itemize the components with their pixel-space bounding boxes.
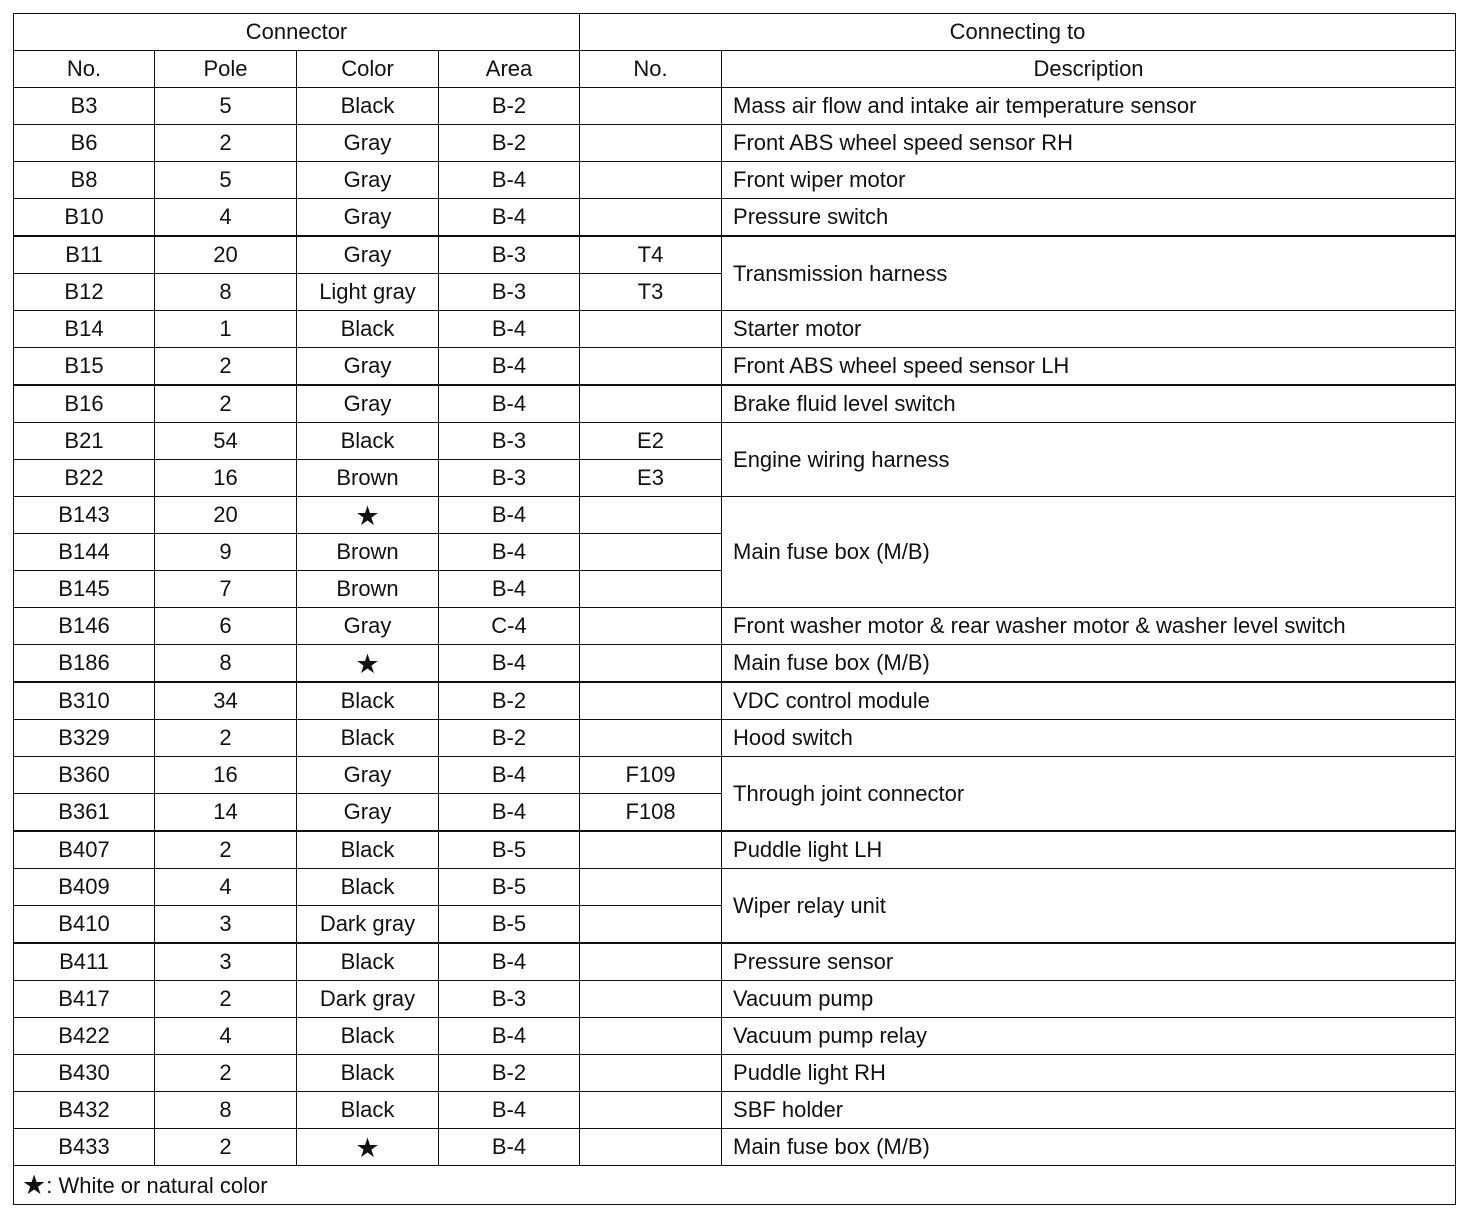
cell-area: B-4	[439, 757, 580, 794]
cell-no: B10	[14, 199, 155, 237]
header-description: Description	[722, 51, 1456, 88]
cell-no: B410	[14, 906, 155, 944]
cell-pole: 4	[155, 869, 297, 906]
cell-no: B430	[14, 1055, 155, 1092]
cell-no: B14	[14, 311, 155, 348]
connector-table	[13, 13, 1456, 1205]
cell-pole: 1	[155, 311, 297, 348]
cell-description: Main fuse box (M/B)	[722, 645, 1456, 683]
cell-no: B11	[14, 236, 155, 274]
cell-pole: 8	[155, 645, 297, 683]
cell-no: B15	[14, 348, 155, 386]
cell-color: Black	[297, 831, 439, 869]
cell-area: C-4	[439, 608, 580, 645]
cell-conn-no	[580, 534, 722, 571]
cell-description: Mass air flow and intake air temperature sensor	[722, 88, 1456, 125]
table-row	[14, 88, 1456, 125]
cell-area: B-2	[439, 720, 580, 757]
star-icon: ★	[22, 1170, 47, 1200]
cell-conn-no	[580, 1018, 722, 1055]
cell-pole: 8	[155, 274, 297, 311]
table-row	[14, 943, 1456, 981]
cell-conn-no	[580, 311, 722, 348]
cell-no: B422	[14, 1018, 155, 1055]
cell-color: Black	[297, 682, 439, 720]
cell-pole: 16	[155, 757, 297, 794]
cell-pole: 9	[155, 534, 297, 571]
cell-area: B-2	[439, 88, 580, 125]
cell-pole: 16	[155, 460, 297, 497]
cell-description: Main fuse box (M/B)	[722, 1129, 1456, 1166]
cell-description: Hood switch	[722, 720, 1456, 757]
cell-pole: 2	[155, 1055, 297, 1092]
cell-color: Black	[297, 88, 439, 125]
cell-no: B143	[14, 497, 155, 534]
header-connecting-to: Connecting to	[580, 14, 1456, 51]
cell-description: SBF holder	[722, 1092, 1456, 1129]
cell-color: Dark gray	[297, 981, 439, 1018]
cell-no: B310	[14, 682, 155, 720]
table-row	[14, 199, 1456, 237]
cell-area: B-4	[439, 645, 580, 683]
cell-pole: 2	[155, 720, 297, 757]
cell-area: B-4	[439, 311, 580, 348]
cell-no: B411	[14, 943, 155, 981]
star-icon: ★	[297, 498, 439, 535]
cell-description: Main fuse box (M/B)	[722, 497, 1456, 608]
header-connector: Connector	[14, 14, 580, 51]
cell-area: B-4	[439, 1092, 580, 1129]
cell-conn-no	[580, 1055, 722, 1092]
cell-conn-no	[580, 943, 722, 981]
cell-conn-no	[580, 869, 722, 906]
cell-no: B186	[14, 645, 155, 683]
table-row	[14, 497, 1456, 534]
cell-conn-no	[580, 906, 722, 944]
cell-color: Black	[297, 1018, 439, 1055]
cell-area: B-5	[439, 906, 580, 944]
cell-conn-no: T4	[580, 236, 722, 274]
cell-color: Black	[297, 1092, 439, 1129]
cell-conn-no: T3	[580, 274, 722, 311]
cell-no: B360	[14, 757, 155, 794]
cell-no: B8	[14, 162, 155, 199]
star-icon: ★	[297, 1130, 439, 1167]
cell-pole: 54	[155, 423, 297, 460]
cell-description: Brake fluid level switch	[722, 385, 1456, 423]
cell-area: B-3	[439, 460, 580, 497]
header-connecting-no: No.	[580, 51, 722, 88]
cell-no: B12	[14, 274, 155, 311]
cell-area: B-4	[439, 348, 580, 386]
cell-area: B-5	[439, 869, 580, 906]
cell-conn-no: E2	[580, 423, 722, 460]
table-row	[14, 757, 1456, 794]
cell-description: VDC control module	[722, 682, 1456, 720]
cell-conn-no	[580, 199, 722, 237]
cell-description: Wiper relay unit	[722, 869, 1456, 944]
cell-no: B22	[14, 460, 155, 497]
cell-pole: 2	[155, 1129, 297, 1166]
cell-description: Vacuum pump	[722, 981, 1456, 1018]
header-pole: Pole	[155, 51, 297, 88]
cell-pole: 34	[155, 682, 297, 720]
cell-no: B409	[14, 869, 155, 906]
cell-description: Front wiper motor	[722, 162, 1456, 199]
column-header-row	[14, 51, 1456, 88]
cell-pole: 4	[155, 1018, 297, 1055]
cell-conn-no	[580, 682, 722, 720]
cell-color: Light gray	[297, 274, 439, 311]
cell-color: Dark gray	[297, 906, 439, 944]
header-no: No.	[14, 51, 155, 88]
cell-pole: 2	[155, 125, 297, 162]
cell-conn-no	[580, 645, 722, 683]
cell-area: B-2	[439, 682, 580, 720]
table-row	[14, 1092, 1456, 1129]
table-row	[14, 831, 1456, 869]
cell-conn-no	[580, 497, 722, 534]
cell-no: B417	[14, 981, 155, 1018]
cell-conn-no	[580, 88, 722, 125]
cell-conn-no	[580, 608, 722, 645]
cell-color: Gray	[297, 162, 439, 199]
cell-conn-no	[580, 385, 722, 423]
cell-conn-no	[580, 981, 722, 1018]
cell-color: Brown	[297, 534, 439, 571]
cell-conn-no	[580, 720, 722, 757]
cell-area: B-4	[439, 162, 580, 199]
table-row	[14, 1018, 1456, 1055]
footnote	[14, 1166, 1456, 1205]
table-row	[14, 1129, 1456, 1166]
cell-color: Black	[297, 1055, 439, 1092]
cell-pole: 6	[155, 608, 297, 645]
cell-area: B-5	[439, 831, 580, 869]
cell-conn-no	[580, 571, 722, 608]
cell-conn-no	[580, 348, 722, 386]
cell-pole: 3	[155, 906, 297, 944]
cell-pole: 20	[155, 497, 297, 534]
cell-description: Engine wiring harness	[722, 423, 1456, 497]
footnote-row	[14, 1166, 1456, 1205]
cell-area: B-3	[439, 236, 580, 274]
cell-description: Puddle light LH	[722, 831, 1456, 869]
cell-no: B329	[14, 720, 155, 757]
table-row	[14, 608, 1456, 645]
cell-color: Black	[297, 423, 439, 460]
cell-pole: 20	[155, 236, 297, 274]
table-row	[14, 348, 1456, 386]
cell-description: Front ABS wheel speed sensor LH	[722, 348, 1456, 386]
cell-description: Front washer motor & rear washer motor & washer level switch	[722, 608, 1456, 645]
cell-description: Pressure switch	[722, 199, 1456, 237]
cell-no: B6	[14, 125, 155, 162]
cell-description: Vacuum pump relay	[722, 1018, 1456, 1055]
cell-description: Through joint connector	[722, 757, 1456, 832]
cell-no: B21	[14, 423, 155, 460]
cell-area: B-3	[439, 423, 580, 460]
cell-no: B3	[14, 88, 155, 125]
cell-no: B432	[14, 1092, 155, 1129]
cell-area: B-2	[439, 1055, 580, 1092]
cell-color: Gray	[297, 199, 439, 237]
cell-pole: 8	[155, 1092, 297, 1129]
table-row	[14, 125, 1456, 162]
cell-area: B-4	[439, 1129, 580, 1166]
cell-conn-no: F109	[580, 757, 722, 794]
cell-no: B144	[14, 534, 155, 571]
cell-conn-no	[580, 1129, 722, 1166]
cell-pole: 2	[155, 981, 297, 1018]
cell-pole: 14	[155, 794, 297, 832]
table-row	[14, 869, 1456, 906]
cell-description: Pressure sensor	[722, 943, 1456, 981]
cell-color: Black	[297, 311, 439, 348]
cell-pole: 2	[155, 348, 297, 386]
cell-pole: 2	[155, 831, 297, 869]
cell-color: Gray	[297, 236, 439, 274]
table-row	[14, 162, 1456, 199]
cell-area: B-3	[439, 981, 580, 1018]
table-row	[14, 385, 1456, 423]
header-color: Color	[297, 51, 439, 88]
cell-color: Black	[297, 869, 439, 906]
cell-area: B-4	[439, 497, 580, 534]
group-header-row	[14, 14, 1456, 51]
cell-no: B16	[14, 385, 155, 423]
cell-no: B146	[14, 608, 155, 645]
cell-description: Transmission harness	[722, 236, 1456, 311]
star-icon: ★	[297, 646, 439, 684]
table-row	[14, 236, 1456, 274]
cell-color: Gray	[297, 794, 439, 832]
cell-area: B-3	[439, 274, 580, 311]
cell-no: B407	[14, 831, 155, 869]
cell-area: B-2	[439, 125, 580, 162]
footnote-text: : White or natural color	[46, 1173, 268, 1198]
cell-color: Brown	[297, 571, 439, 608]
cell-conn-no: E3	[580, 460, 722, 497]
table-row	[14, 423, 1456, 460]
cell-color: Gray	[297, 125, 439, 162]
connector-list	[13, 13, 1456, 1205]
table-row	[14, 1055, 1456, 1092]
cell-area: B-4	[439, 1018, 580, 1055]
cell-no: B145	[14, 571, 155, 608]
cell-color: Gray	[297, 385, 439, 423]
cell-description: Front ABS wheel speed sensor RH	[722, 125, 1456, 162]
cell-conn-no: F108	[580, 794, 722, 832]
cell-pole: 2	[155, 385, 297, 423]
cell-no: B433	[14, 1129, 155, 1166]
cell-pole: 4	[155, 199, 297, 237]
table-row	[14, 682, 1456, 720]
cell-pole: 5	[155, 162, 297, 199]
cell-color: Brown	[297, 460, 439, 497]
cell-pole: 5	[155, 88, 297, 125]
cell-area: B-4	[439, 794, 580, 832]
cell-conn-no	[580, 1092, 722, 1129]
cell-description: Puddle light RH	[722, 1055, 1456, 1092]
cell-area: B-4	[439, 199, 580, 237]
cell-area: B-4	[439, 385, 580, 423]
cell-color: Black	[297, 943, 439, 981]
table-row	[14, 311, 1456, 348]
cell-area: B-4	[439, 571, 580, 608]
cell-no: B361	[14, 794, 155, 832]
cell-area: B-4	[439, 534, 580, 571]
header-area: Area	[439, 51, 580, 88]
table-row	[14, 720, 1456, 757]
cell-color: Black	[297, 720, 439, 757]
cell-pole: 7	[155, 571, 297, 608]
cell-color: Gray	[297, 757, 439, 794]
cell-description: Starter motor	[722, 311, 1456, 348]
cell-conn-no	[580, 125, 722, 162]
cell-pole: 3	[155, 943, 297, 981]
table-row	[14, 981, 1456, 1018]
cell-color: Gray	[297, 608, 439, 645]
cell-color: Gray	[297, 348, 439, 386]
cell-conn-no	[580, 831, 722, 869]
cell-area: B-4	[439, 943, 580, 981]
cell-conn-no	[580, 162, 722, 199]
table-row	[14, 645, 1456, 683]
